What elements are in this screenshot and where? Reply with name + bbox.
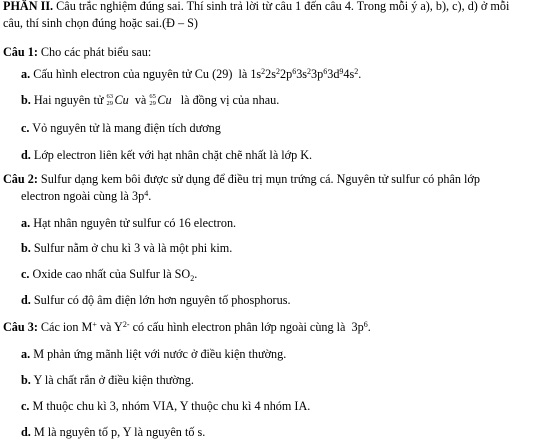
option-letter: a. bbox=[21, 216, 31, 230]
option-letter: a. bbox=[21, 347, 31, 361]
option-text: M thuộc chu kì 3, nhóm VIA, Y thuộc chu kì 4 nhóm IA. bbox=[32, 399, 311, 413]
q1-option-c bbox=[21, 121, 221, 136]
q2-stem-line-2: electron ngoài cùng là $3p^4$. bbox=[21, 189, 152, 203]
option-text: Vỏ nguyên tử là mang điện tích dương bbox=[32, 121, 221, 135]
q3-option-a bbox=[21, 347, 286, 362]
option-text: Sulfur có độ âm điện lớn hơn nguyên tố phosphorus. bbox=[33, 293, 291, 307]
option-text: Lớp electron liên kết với hạt nhân chặt chẽ nhất là lớp K. bbox=[33, 148, 313, 162]
option-letter: d. bbox=[21, 293, 31, 307]
q2-option-d bbox=[21, 293, 291, 308]
option-text: M là nguyên tố p, Y là nguyên tố s. bbox=[33, 425, 206, 439]
option-letter: b. bbox=[21, 93, 31, 107]
option-letter: c. bbox=[21, 399, 30, 413]
q2-option-a bbox=[21, 216, 236, 231]
isotope-symbol-2: Cu bbox=[157, 93, 172, 107]
option-text-and: và bbox=[134, 93, 147, 107]
q2-label: Câu 2: bbox=[3, 172, 38, 186]
part-heading-line-1 bbox=[3, 0, 509, 14]
element-name: Cu (29) bbox=[194, 67, 233, 81]
q3-option-d bbox=[21, 425, 205, 440]
option-text: Y là chất rắn ở điều kiện thường. bbox=[33, 373, 194, 387]
part-instructions: Câu trắc nghiệm đúng sai. Thí sinh trả lời từ câu 1 đến câu 4. Trong mỗi ý a), b), c), d) ở mỗi bbox=[56, 0, 510, 13]
option-letter: a. bbox=[21, 67, 31, 81]
option-text-end: là đồng vị của nhau. bbox=[180, 93, 280, 107]
option-letter: b. bbox=[21, 373, 31, 387]
isotope-symbol-1: Cu bbox=[114, 93, 129, 107]
q1-stem-text: Cho các phát biểu sau: bbox=[40, 45, 152, 59]
isotope-notation-1: 63 29 bbox=[106, 93, 113, 108]
option-letter: c. bbox=[21, 267, 30, 281]
option-text: Cấu hình electron của nguyên tử bbox=[33, 67, 192, 81]
part-instructions-cont: câu, thí sinh chọn đúng hoặc sai.(Đ – S) bbox=[3, 16, 198, 30]
option-text: M phản ứng mãnh liệt với nước ở điều kiện thường. bbox=[33, 347, 287, 361]
option-text: Sulfur nằm ở chu kì 3 và là một phi kim. bbox=[33, 241, 233, 255]
q2-stem-text: Sulfur dạng kem bôi được sử dụng để điều trị mụn trứng cá. Nguyên tử sulfur có phân lớp bbox=[40, 172, 480, 186]
q2-option-b bbox=[21, 241, 232, 256]
option-letter: d. bbox=[21, 425, 31, 439]
q3-option-c bbox=[21, 399, 310, 414]
q3-stem bbox=[3, 320, 371, 335]
option-letter: b. bbox=[21, 241, 31, 255]
electron-config: $1s^22s^22p^63s^23p^63d^94s^2$ bbox=[250, 67, 359, 81]
isotope-notation-2: 65 29 bbox=[149, 93, 156, 108]
option-text: Oxide cao nhất của Sulfur là $SO_2$. bbox=[32, 267, 198, 283]
option-letter: c. bbox=[21, 121, 30, 135]
q1-option-a: a. Cấu hình electron của nguyên tử Cu (29) là $1s^22s^22p^63s^23p^63d^94s^2$. bbox=[21, 67, 362, 81]
option-letter: d. bbox=[21, 148, 31, 162]
option-text: Hạt nhân nguyên tử sulfur có 16 electron. bbox=[33, 216, 237, 230]
q1-option-d bbox=[21, 148, 312, 163]
q2-stem bbox=[3, 172, 480, 187]
q1-option-b bbox=[21, 93, 279, 108]
part-heading-line-2 bbox=[3, 16, 198, 31]
q3-stem-text: Các ion M+ và $Y^{2-}$ có cấu hình electron phân lớp ngoài cùng là $3p^6$. bbox=[40, 320, 371, 334]
option-text-is: là bbox=[238, 67, 248, 81]
q2-option-c bbox=[21, 267, 197, 282]
q1-label: Câu 1: bbox=[3, 45, 38, 59]
q3-option-b bbox=[21, 373, 194, 388]
q3-label: Câu 3: bbox=[3, 320, 38, 334]
part-label: PHẦN II. bbox=[3, 0, 54, 13]
q1-stem bbox=[3, 45, 151, 60]
option-text: Hai nguyên tử bbox=[33, 93, 104, 107]
